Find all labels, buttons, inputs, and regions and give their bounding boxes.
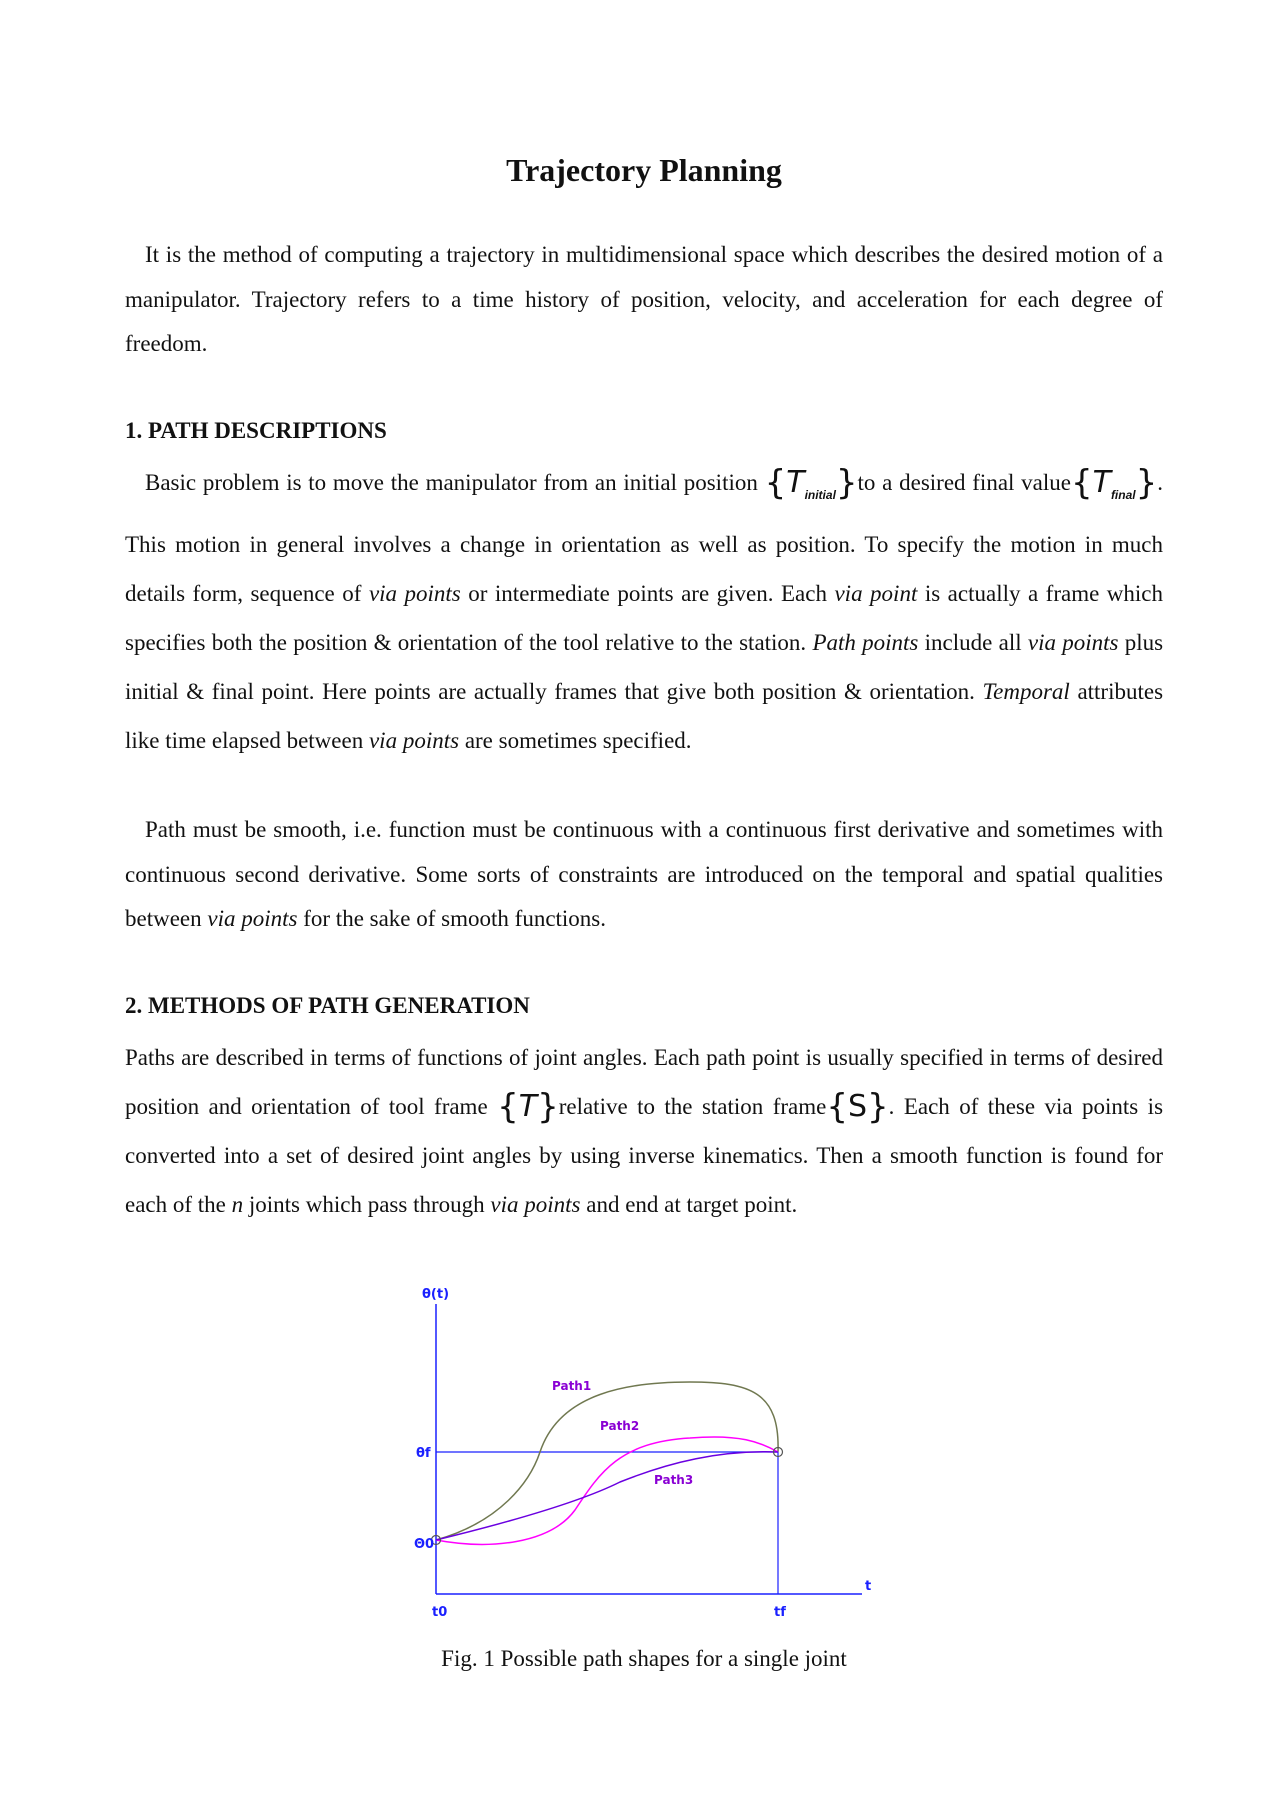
left-brace: { — [497, 1087, 519, 1127]
y-axis-label: θ(t) — [422, 1287, 450, 1302]
section-1-paragraph-2: Path must be smooth, i.e. function must be continuous with a continuous first derivative and sometimes with continuous second derivative. Some sorts of constraints are introduced on the temporal and spatial qualities between via points for the sake of smooth functions. — [125, 817, 1163, 931]
right-brace: } — [867, 1087, 889, 1127]
t0-label: t0 — [432, 1605, 448, 1620]
left-brace: { — [826, 1087, 848, 1127]
path3-curve — [436, 1452, 778, 1540]
path3-label: Path3 — [654, 1473, 694, 1487]
path2-label: Path2 — [600, 1419, 640, 1433]
path1-curve — [436, 1382, 778, 1540]
theta-f-label: θf — [416, 1446, 431, 1461]
page-title: Trajectory Planning — [506, 152, 782, 188]
path1-label: Path1 — [552, 1379, 592, 1393]
intro-paragraph: It is the method of computing a trajectory in multidimensional space which describes the desired motion of a manipulator. Trajectory refers to a time history of position, velocity, and acceleration for each degree of freedom. — [125, 242, 1163, 356]
left-brace: { — [1070, 463, 1093, 503]
section-2-heading: 2. METHODS OF PATH GENERATION — [125, 993, 530, 1018]
section-2-paragraph: Paths are described in terms of functions of joint angles. Each path point is usually specified in terms of desired position and orientation of tool frame {T}relative to the station frame{S}. Each of these via points is converted into a set of desired joint angles by using inverse kinematics. Then a smooth function is found for each of the n joints which pass through via points and end at target point. — [125, 1045, 1164, 1217]
path-shapes-diagram — [400, 1282, 880, 1622]
figure-path-shapes — [400, 1282, 880, 1622]
left-brace: { — [764, 463, 787, 503]
section-1-heading: 1. PATH DESCRIPTIONS — [125, 418, 387, 443]
x-axis-label: t — [865, 1579, 872, 1594]
right-brace: } — [1135, 463, 1158, 503]
figure-caption: Fig. 1 Possible path shapes for a single joint — [441, 1646, 847, 1671]
tf-label: tf — [774, 1605, 786, 1620]
right-brace: } — [835, 463, 858, 503]
right-brace: } — [537, 1087, 559, 1127]
path2-curve — [436, 1437, 778, 1544]
theta-0-label: Θ0 — [414, 1537, 435, 1552]
section-1-paragraph-1: Basic problem is to move the manipulator from an initial position $\{T_{initial}\}to$ a desired final $value\{T_{final}\}$. This motion in general involves a change in orientation as well as position. To specify the motion in much details form, sequence of via points or intermediate points are given. Each via point is actually a frame which specifies both the position & orientation of the tool relative to the station. Path points include all via points plus initial & final point. Here points are actually frames that give both position & orientation. Temporal attributes like time elapsed between via points are sometimes specified. — [125, 463, 1164, 753]
